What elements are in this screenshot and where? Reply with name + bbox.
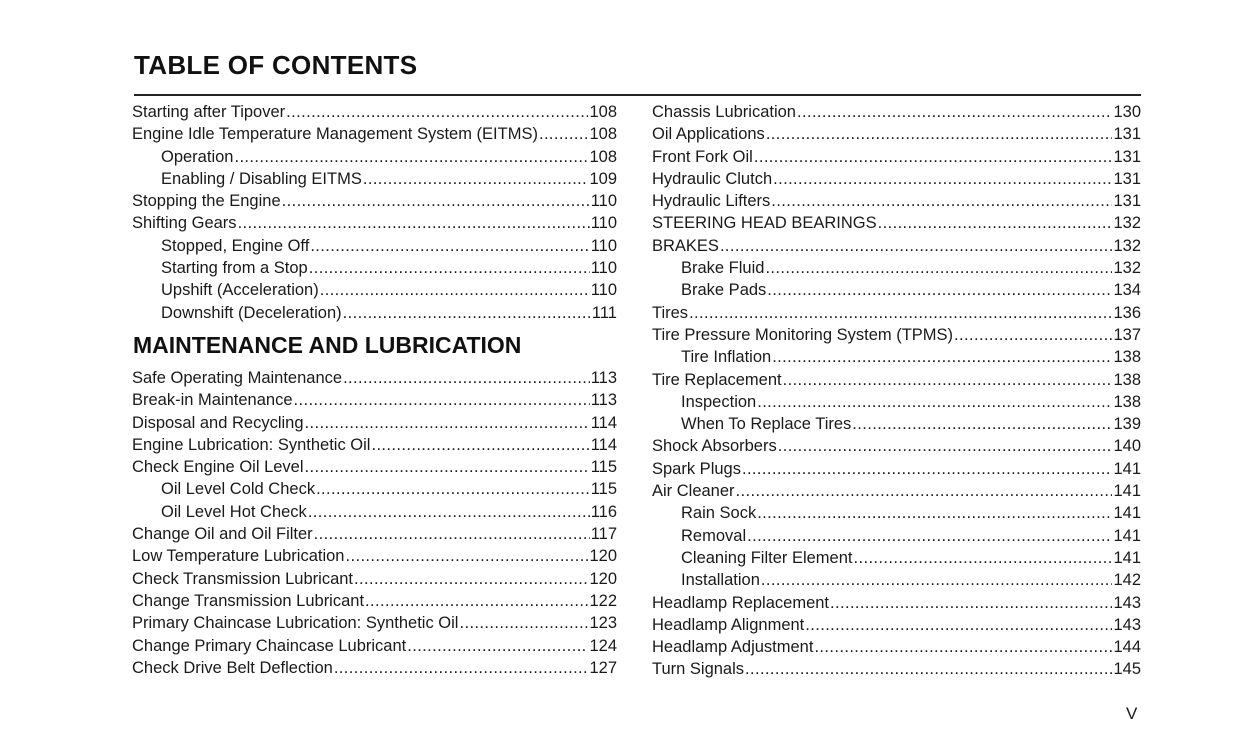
toc-dot-leader — [773, 168, 1112, 190]
toc-entry[interactable] — [652, 480, 1141, 502]
toc-entry-title: Check Drive Belt Deflection — [132, 658, 333, 677]
toc-entry-page: 110 — [590, 281, 617, 300]
toc-entry-page: 108 — [589, 125, 617, 144]
toc-entry-page: 110 — [590, 236, 617, 255]
toc-entry-title: Air Cleaner — [652, 482, 735, 501]
toc-entry-title: Oil Level Cold Check — [161, 480, 316, 499]
toc-entry-title: Chassis Lubrication — [652, 103, 796, 121]
toc-dot-leader — [407, 635, 588, 657]
toc-entry-title: Tire Replacement — [652, 370, 782, 389]
toc-dot-leader — [766, 123, 1113, 145]
toc-dot-leader — [305, 412, 590, 434]
toc-entry-page: 130 — [1113, 103, 1141, 121]
toc-dot-leader — [720, 235, 1113, 257]
toc-entry-title: Inspection — [681, 392, 757, 411]
toc-entry-page: 114 — [590, 413, 617, 432]
toc-entry-title: Cleaning Filter Element — [681, 548, 853, 567]
toc-entry-title: Starting from a Stop — [161, 259, 308, 278]
toc-entry-title: Operation — [161, 147, 234, 166]
toc-entry[interactable] — [652, 369, 1141, 391]
toc-entry-page: 140 — [1113, 437, 1141, 456]
toc-entry[interactable] — [132, 612, 617, 634]
toc-entry[interactable] — [132, 101, 617, 123]
toc-entry[interactable] — [132, 568, 617, 590]
toc-dot-leader — [745, 658, 1112, 680]
toc-entry-page: 111 — [591, 303, 617, 322]
toc-entry-page: 139 — [1113, 415, 1141, 434]
toc-dot-leader — [761, 569, 1113, 591]
toc-entry-page: 138 — [1113, 348, 1141, 367]
toc-dot-leader — [294, 389, 590, 411]
toc-entry-title: Starting after Tipover — [132, 103, 286, 121]
toc-entry-title: When To Replace Tires — [681, 415, 852, 434]
toc-dot-leader — [234, 146, 588, 168]
toc-entry-title: Removal — [681, 526, 747, 545]
toc-entry[interactable] — [652, 636, 1141, 658]
toc-entry-page: 127 — [589, 658, 617, 677]
toc-entry-title: Oil Level Hot Check — [161, 502, 307, 521]
toc-dot-leader — [778, 435, 1113, 457]
toc-entry[interactable] — [652, 413, 1141, 435]
toc-entry[interactable] — [132, 235, 617, 257]
toc-entry-page: 110 — [590, 214, 617, 233]
toc-entry-page: 141 — [1113, 526, 1141, 545]
toc-entry-title: Change Transmission Lubricant — [132, 591, 365, 610]
toc-entry-page: 116 — [590, 502, 617, 521]
toc-entry-page: 124 — [589, 636, 617, 655]
toc-entry[interactable] — [652, 257, 1141, 279]
toc-entry-title: Safe Operating Maintenance — [132, 368, 343, 387]
toc-entry-page: 122 — [589, 591, 617, 610]
toc-entry-title: Downshift (Deceleration) — [161, 303, 342, 322]
toc-entry-page: 117 — [590, 525, 617, 544]
toc-entry-page: 115 — [590, 458, 617, 477]
toc-entry[interactable] — [652, 435, 1141, 457]
toc-entry[interactable] — [132, 279, 617, 301]
toc-dot-leader — [805, 614, 1112, 636]
toc-dot-leader — [238, 212, 590, 234]
toc-entry[interactable] — [652, 592, 1141, 614]
toc-dot-leader — [354, 568, 588, 590]
toc-entry-title: Hydraulic Lifters — [652, 192, 771, 211]
toc-entry-page: 138 — [1113, 392, 1141, 411]
toc-entry-page: 137 — [1113, 325, 1141, 344]
section-heading-maintenance: MAINTENANCE AND LUBRICATION — [133, 331, 522, 358]
toc-entry-title: Engine Idle Temperature Management System (EITMS) — [132, 125, 538, 144]
toc-entry-page: 132 — [1113, 214, 1141, 233]
toc-entry-title: Check Transmission Lubricant — [132, 569, 354, 588]
toc-entry-page: 115 — [590, 480, 617, 499]
toc-entry[interactable] — [652, 346, 1141, 368]
toc-dot-leader — [765, 257, 1112, 279]
toc-dot-leader — [539, 123, 589, 145]
toc-entry[interactable] — [652, 146, 1141, 168]
toc-entry-title: Brake Fluid — [681, 259, 765, 278]
toc-dot-leader — [747, 525, 1112, 547]
toc-entry[interactable] — [132, 501, 617, 523]
toc-entry[interactable] — [132, 389, 617, 411]
toc-dot-leader — [783, 369, 1113, 391]
toc-entry-page: 141 — [1113, 459, 1141, 478]
toc-dot-leader — [343, 302, 591, 324]
toc-entry-page: 123 — [589, 614, 617, 633]
toc-entry-title: Change Primary Chaincase Lubricant — [132, 636, 407, 655]
toc-dot-leader — [343, 367, 590, 389]
toc-dot-leader — [954, 324, 1112, 346]
toc-entry[interactable] — [132, 367, 617, 389]
toc-entry-title: Stopping the Engine — [132, 192, 281, 211]
toc-group-right — [652, 101, 1141, 681]
toc-entry-title: Shock Absorbers — [652, 437, 777, 456]
toc-entry-page: 143 — [1113, 593, 1141, 612]
toc-entry[interactable] — [652, 569, 1141, 591]
toc-dot-leader — [736, 480, 1113, 502]
toc-entry[interactable] — [652, 279, 1141, 301]
toc-entry-page: 131 — [1113, 147, 1141, 166]
toc-dot-leader — [878, 212, 1113, 234]
toc-entry-page: 145 — [1113, 660, 1141, 679]
toc-entry-title: Shifting Gears — [132, 214, 237, 233]
toc-entry-page: 134 — [1113, 281, 1141, 300]
toc-entry-title: Hydraulic Clutch — [652, 169, 773, 188]
toc-dot-leader — [286, 101, 588, 123]
toc-entry-page: 108 — [589, 103, 617, 121]
toc-dot-leader — [459, 612, 588, 634]
toc-entry-title: BRAKES — [652, 236, 719, 255]
toc-entry-title: Turn Signals — [652, 660, 745, 679]
toc-dot-leader — [371, 434, 589, 456]
toc-entry-title: STEERING HEAD BEARINGS — [652, 214, 877, 233]
toc-entry[interactable] — [132, 123, 617, 145]
toc-entry-page: 136 — [1113, 303, 1141, 322]
toc-dot-leader — [320, 279, 590, 301]
toc-entry-title: Rain Sock — [681, 504, 757, 523]
toc-dot-leader — [767, 279, 1112, 301]
toc-entry-page: 132 — [1113, 259, 1141, 278]
toc-group-maintenance — [132, 367, 617, 679]
toc-dot-leader — [689, 302, 1112, 324]
toc-entry[interactable] — [132, 545, 617, 567]
toc-entry-title: Tire Pressure Monitoring System (TPMS) — [652, 325, 954, 344]
toc-entry[interactable] — [132, 146, 617, 168]
toc-dot-leader — [854, 547, 1113, 569]
title-divider — [134, 94, 1141, 96]
toc-entry[interactable] — [132, 212, 617, 234]
toc-entry-title: Tires — [652, 303, 689, 322]
toc-entry[interactable] — [652, 502, 1141, 524]
toc-entry[interactable] — [652, 212, 1141, 234]
toc-dot-leader — [754, 146, 1113, 168]
toc-entry[interactable] — [652, 101, 1141, 123]
toc-entry-page: 108 — [589, 147, 617, 166]
toc-entry[interactable] — [132, 302, 617, 324]
toc-entry-page: 138 — [1113, 370, 1141, 389]
toc-entry-page: 114 — [590, 435, 617, 454]
toc-entry-title: Spark Plugs — [652, 459, 741, 478]
toc-dot-leader — [757, 391, 1112, 413]
toc-dot-leader — [852, 413, 1112, 435]
toc-dot-leader — [772, 346, 1112, 368]
toc-entry-title: Oil Applications — [652, 125, 765, 144]
toc-entry-page: 142 — [1113, 571, 1141, 590]
toc-dot-leader — [310, 235, 589, 257]
toc-entry[interactable] — [652, 658, 1141, 680]
toc-entry[interactable] — [652, 168, 1141, 190]
toc-entry-page: 109 — [589, 169, 617, 188]
toc-entry-title: Disposal and Recycling — [132, 413, 304, 432]
toc-entry-title: Front Fork Oil — [652, 147, 753, 166]
toc-entry-page: 110 — [590, 192, 617, 211]
toc-entry-title: Tire Inflation — [681, 348, 772, 367]
toc-entry-title: Brake Pads — [681, 281, 767, 300]
page-title: TABLE OF CONTENTS — [134, 50, 418, 80]
toc-entry-page: 132 — [1113, 236, 1141, 255]
toc-dot-leader — [316, 478, 590, 500]
toc-entry-page: 113 — [590, 391, 617, 410]
toc-dot-leader — [365, 590, 588, 612]
toc-dot-leader — [308, 501, 590, 523]
toc-entry-title: Headlamp Alignment — [652, 615, 805, 634]
toc-entry[interactable] — [132, 590, 617, 612]
toc-entry-title: Stopped, Engine Off — [161, 236, 310, 255]
toc-entry-page: 131 — [1113, 192, 1141, 211]
toc-entry-page: 113 — [590, 368, 617, 387]
toc-dot-leader — [282, 190, 590, 212]
toc-entry[interactable] — [652, 614, 1141, 636]
toc-entry-page: 143 — [1113, 615, 1141, 634]
toc-dot-leader — [334, 657, 589, 679]
toc-entry-page: 110 — [590, 259, 617, 278]
toc-dot-leader — [757, 502, 1112, 524]
toc-entry[interactable] — [652, 123, 1141, 145]
toc-dot-leader — [314, 523, 590, 545]
toc-entry-title: Headlamp Replacement — [652, 593, 830, 612]
toc-dot-leader — [305, 456, 590, 478]
toc-dot-leader — [814, 636, 1112, 658]
toc-entry-title: Change Oil and Oil Filter — [132, 525, 313, 544]
toc-entry-page: 131 — [1113, 169, 1141, 188]
toc-entry[interactable] — [652, 458, 1141, 480]
toc-entry-page: 141 — [1113, 482, 1141, 501]
toc-entry-page: 131 — [1113, 125, 1141, 144]
toc-entry-title: Break-in Maintenance — [132, 391, 293, 410]
toc-dot-leader — [309, 257, 590, 279]
toc-entry-page: 141 — [1113, 548, 1141, 567]
toc-entry-title: Upshift (Acceleration) — [161, 281, 319, 300]
toc-entry-title: Headlamp Adjustment — [652, 638, 814, 657]
toc-dot-leader — [830, 592, 1112, 614]
toc-dot-leader — [363, 168, 589, 190]
toc-group-operation — [132, 101, 617, 324]
toc-entry[interactable] — [132, 168, 617, 190]
toc-entry-page: 144 — [1113, 638, 1141, 657]
toc-entry[interactable] — [132, 412, 617, 434]
toc-entry-title: Low Temperature Lubrication — [132, 547, 345, 566]
toc-entry[interactable] — [652, 547, 1141, 569]
toc-entry[interactable] — [652, 235, 1141, 257]
toc-entry-page: 120 — [589, 569, 617, 588]
toc-entry-title: Engine Lubrication: Synthetic Oil — [132, 435, 371, 454]
toc-entry[interactable] — [652, 391, 1141, 413]
toc-entry[interactable] — [132, 478, 617, 500]
toc-entry[interactable] — [132, 523, 617, 545]
toc-entry-page: 120 — [589, 547, 617, 566]
toc-entry-title: Enabling / Disabling EITMS — [161, 169, 362, 188]
toc-left-column — [132, 101, 617, 679]
toc-entry-title: Installation — [681, 571, 760, 590]
toc-entry[interactable] — [132, 434, 617, 456]
toc-dot-leader — [797, 101, 1112, 123]
toc-dot-leader — [346, 545, 589, 567]
toc-entry-title: Check Engine Oil Level — [132, 458, 304, 477]
toc-entry[interactable] — [132, 456, 617, 478]
toc-right-column — [652, 101, 1141, 681]
toc-dot-leader — [771, 190, 1112, 212]
toc-entry[interactable] — [132, 257, 617, 279]
toc-entry-title: Primary Chaincase Lubrication: Synthetic Oil — [132, 614, 459, 633]
toc-entry[interactable] — [132, 635, 617, 657]
toc-entry[interactable] — [652, 324, 1141, 346]
toc-entry[interactable] — [652, 190, 1141, 212]
toc-entry[interactable] — [652, 302, 1141, 324]
toc-entry[interactable] — [132, 657, 617, 679]
toc-entry[interactable] — [652, 525, 1141, 547]
page-number: V — [1126, 704, 1138, 723]
toc-entry-page: 141 — [1113, 504, 1141, 523]
toc-entry[interactable] — [132, 190, 617, 212]
toc-dot-leader — [742, 458, 1113, 480]
